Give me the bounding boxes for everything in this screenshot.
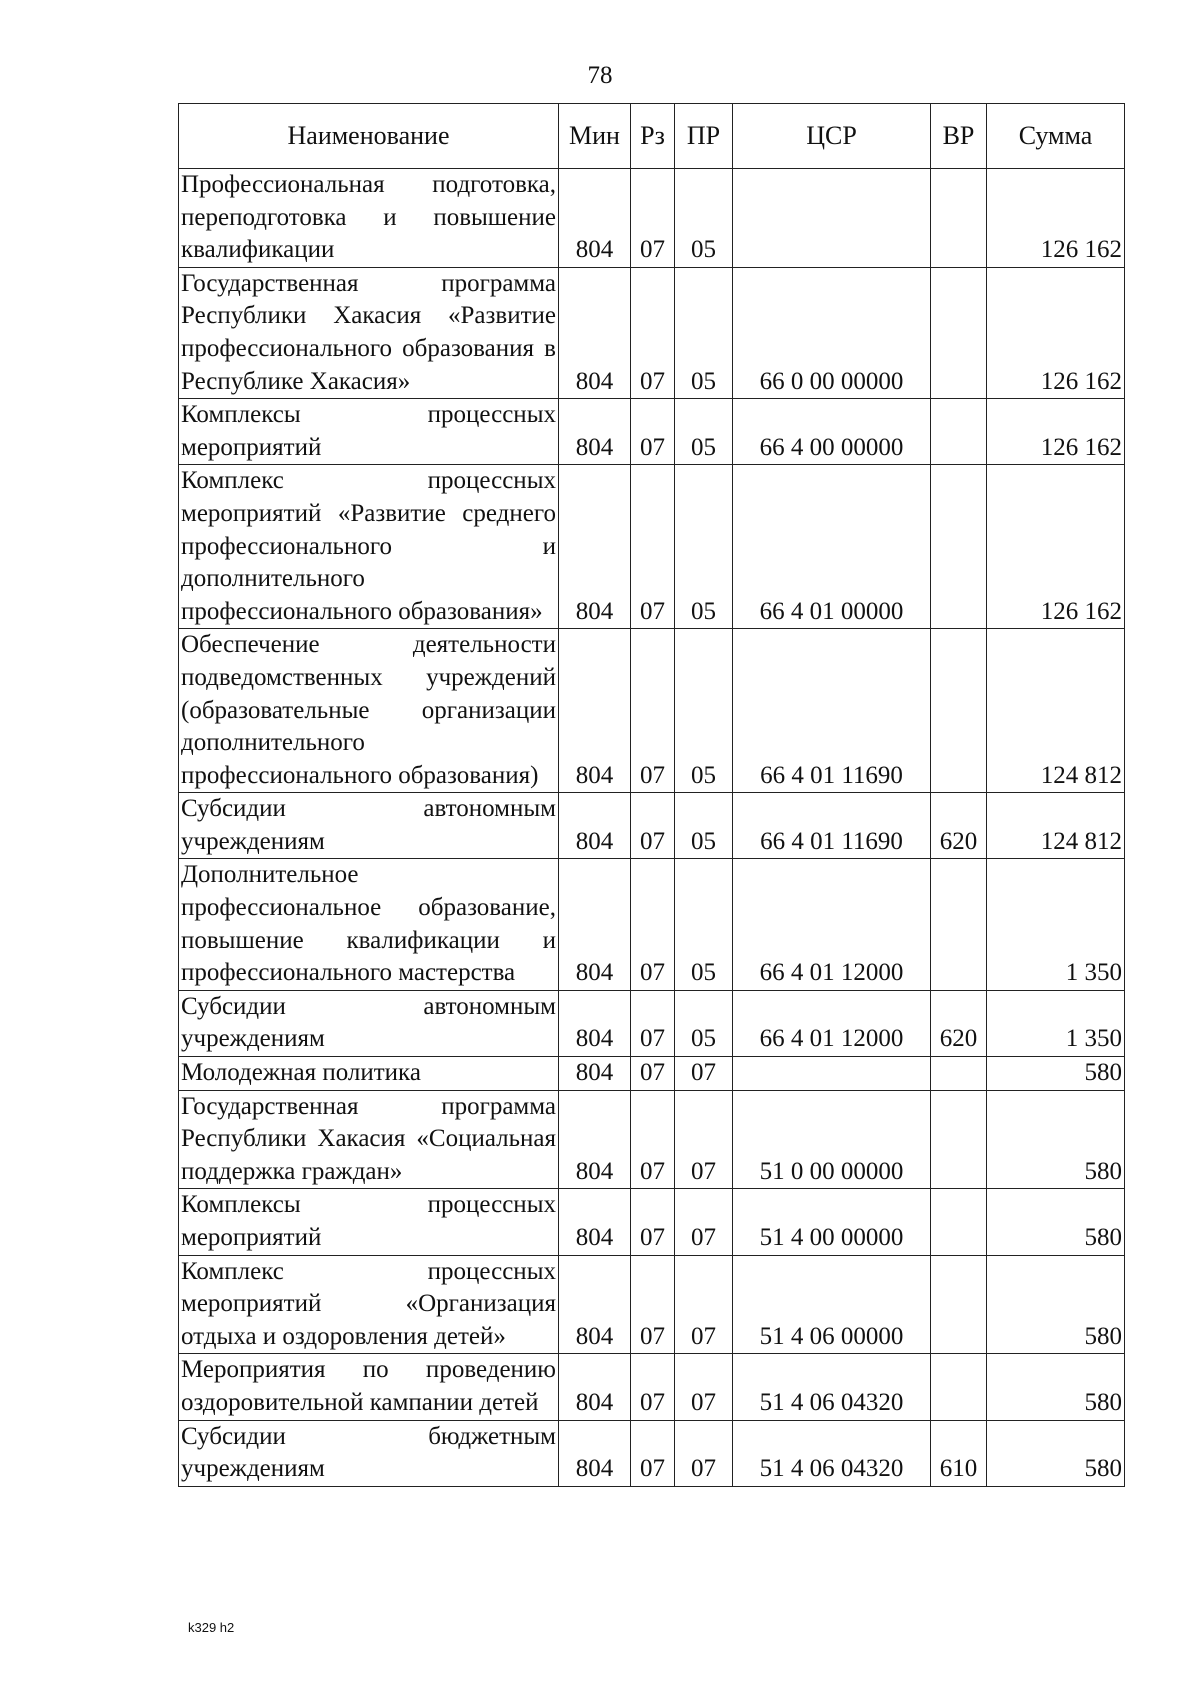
row-csr: 66 0 00 00000 — [733, 267, 931, 398]
row-pr: 05 — [675, 629, 733, 793]
row-rz: 07 — [631, 990, 675, 1056]
row-csr — [733, 169, 931, 268]
row-name: Дополнительное профессиональное образование, повышение квалификации и профессионального мастерства — [179, 859, 559, 990]
row-min: 804 — [559, 793, 631, 859]
table-row — [179, 267, 1125, 398]
row-min: 804 — [559, 399, 631, 465]
row-csr — [733, 1057, 931, 1091]
row-sum: 124 812 — [987, 629, 1125, 793]
row-sum: 580 — [987, 1090, 1125, 1189]
row-name: Субсидии автономным учреждениям — [179, 793, 559, 859]
row-vr — [931, 1057, 987, 1091]
row-sum: 580 — [987, 1354, 1125, 1420]
row-name: Субсидии бюджетным учреждениям — [179, 1420, 559, 1486]
row-min: 804 — [559, 169, 631, 268]
row-name: Комплекс процессных мероприятий «Организация отдыха и оздоровления детей» — [179, 1255, 559, 1354]
row-rz: 07 — [631, 859, 675, 990]
row-vr: 620 — [931, 793, 987, 859]
table-row — [179, 1090, 1125, 1189]
row-name: Мероприятия по проведению оздоровительной кампании детей — [179, 1354, 559, 1420]
row-rz: 07 — [631, 399, 675, 465]
header-min: Мин — [559, 104, 631, 169]
row-vr — [931, 1354, 987, 1420]
row-rz: 07 — [631, 1090, 675, 1189]
row-name: Комплекс процессных мероприятий «Развитие среднего профессионального и дополнительного профессионального образования» — [179, 465, 559, 629]
row-min: 804 — [559, 1057, 631, 1091]
row-rz: 07 — [631, 1420, 675, 1486]
page-number: 78 — [587, 62, 613, 89]
row-sum: 580 — [987, 1057, 1125, 1091]
row-vr: 620 — [931, 990, 987, 1056]
row-pr: 05 — [675, 793, 733, 859]
row-min: 804 — [559, 1255, 631, 1354]
row-vr — [931, 1189, 987, 1255]
row-sum: 580 — [987, 1255, 1125, 1354]
header-csr: ЦСР — [733, 104, 931, 169]
row-sum: 126 162 — [987, 267, 1125, 398]
row-min: 804 — [559, 629, 631, 793]
row-rz: 07 — [631, 793, 675, 859]
row-name: Субсидии автономным учреждениям — [179, 990, 559, 1056]
row-pr: 05 — [675, 859, 733, 990]
row-min: 804 — [559, 990, 631, 1056]
row-vr — [931, 629, 987, 793]
row-csr: 66 4 01 00000 — [733, 465, 931, 629]
row-sum: 580 — [987, 1189, 1125, 1255]
row-min: 804 — [559, 1420, 631, 1486]
row-sum: 126 162 — [987, 399, 1125, 465]
table-row — [179, 793, 1125, 859]
row-rz: 07 — [631, 465, 675, 629]
row-rz: 07 — [631, 1255, 675, 1354]
row-min: 804 — [559, 1090, 631, 1189]
row-vr — [931, 1090, 987, 1189]
row-sum: 1 350 — [987, 859, 1125, 990]
table-row — [179, 629, 1125, 793]
table-row — [179, 399, 1125, 465]
row-pr: 05 — [675, 990, 733, 1056]
row-name: Обеспечение деятельности подведомственных учреждений (образовательные организации дополнительного профессионального образования) — [179, 629, 559, 793]
table-row — [179, 1189, 1125, 1255]
header-name: Наименование — [179, 104, 559, 169]
footer-code: k329 h2 — [188, 1620, 235, 1635]
row-pr: 05 — [675, 169, 733, 268]
row-min: 804 — [559, 1354, 631, 1420]
row-name: Профессиональная подготовка, переподготовка и повышение квалификации — [179, 169, 559, 268]
row-min: 804 — [559, 859, 631, 990]
row-pr: 05 — [675, 267, 733, 398]
row-pr: 07 — [675, 1420, 733, 1486]
table-row — [179, 1420, 1125, 1486]
row-vr — [931, 465, 987, 629]
row-csr: 51 4 00 00000 — [733, 1189, 931, 1255]
row-rz: 07 — [631, 1057, 675, 1091]
row-vr: 610 — [931, 1420, 987, 1486]
row-rz: 07 — [631, 267, 675, 398]
row-pr: 07 — [675, 1255, 733, 1354]
row-sum: 580 — [987, 1420, 1125, 1486]
row-vr — [931, 1255, 987, 1354]
row-pr: 05 — [675, 399, 733, 465]
row-pr: 07 — [675, 1057, 733, 1091]
row-name: Молодежная политика — [179, 1057, 559, 1091]
row-sum: 126 162 — [987, 465, 1125, 629]
row-csr: 66 4 01 12000 — [733, 990, 931, 1056]
header-sum: Сумма — [987, 104, 1125, 169]
row-vr — [931, 859, 987, 990]
header-pr: ПР — [675, 104, 733, 169]
table-row — [179, 1354, 1125, 1420]
row-csr: 66 4 01 12000 — [733, 859, 931, 990]
row-sum: 124 812 — [987, 793, 1125, 859]
row-csr: 66 4 00 00000 — [733, 399, 931, 465]
row-rz: 07 — [631, 169, 675, 268]
table-row — [179, 1255, 1125, 1354]
table-row — [179, 465, 1125, 629]
header-rz: Рз — [631, 104, 675, 169]
row-csr: 66 4 01 11690 — [733, 629, 931, 793]
row-sum: 1 350 — [987, 990, 1125, 1056]
row-min: 804 — [559, 267, 631, 398]
row-min: 804 — [559, 465, 631, 629]
row-pr: 05 — [675, 465, 733, 629]
row-csr: 51 4 06 00000 — [733, 1255, 931, 1354]
row-csr: 66 4 01 11690 — [733, 793, 931, 859]
table-row — [179, 169, 1125, 268]
table-row — [179, 859, 1125, 990]
row-name: Комплексы процессных мероприятий — [179, 399, 559, 465]
table-row — [179, 1057, 1125, 1091]
row-pr: 07 — [675, 1354, 733, 1420]
row-min: 804 — [559, 1189, 631, 1255]
header-vr: ВР — [931, 104, 987, 169]
row-rz: 07 — [631, 629, 675, 793]
header-row — [179, 104, 1125, 169]
budget-table — [178, 103, 1125, 1487]
row-pr: 07 — [675, 1189, 733, 1255]
row-rz: 07 — [631, 1354, 675, 1420]
row-vr — [931, 169, 987, 268]
row-csr: 51 4 06 04320 — [733, 1420, 931, 1486]
row-name: Комплексы процессных мероприятий — [179, 1189, 559, 1255]
row-name: Государственная программа Республики Хакасия «Социальная поддержка граждан» — [179, 1090, 559, 1189]
row-sum: 126 162 — [987, 169, 1125, 268]
table-row — [179, 990, 1125, 1056]
row-vr — [931, 399, 987, 465]
row-rz: 07 — [631, 1189, 675, 1255]
row-name: Государственная программа Республики Хакасия «Развитие профессионального образования в Республике Хакасия» — [179, 267, 559, 398]
row-pr: 07 — [675, 1090, 733, 1189]
row-csr: 51 0 00 00000 — [733, 1090, 931, 1189]
row-vr — [931, 267, 987, 398]
row-csr: 51 4 06 04320 — [733, 1354, 931, 1420]
